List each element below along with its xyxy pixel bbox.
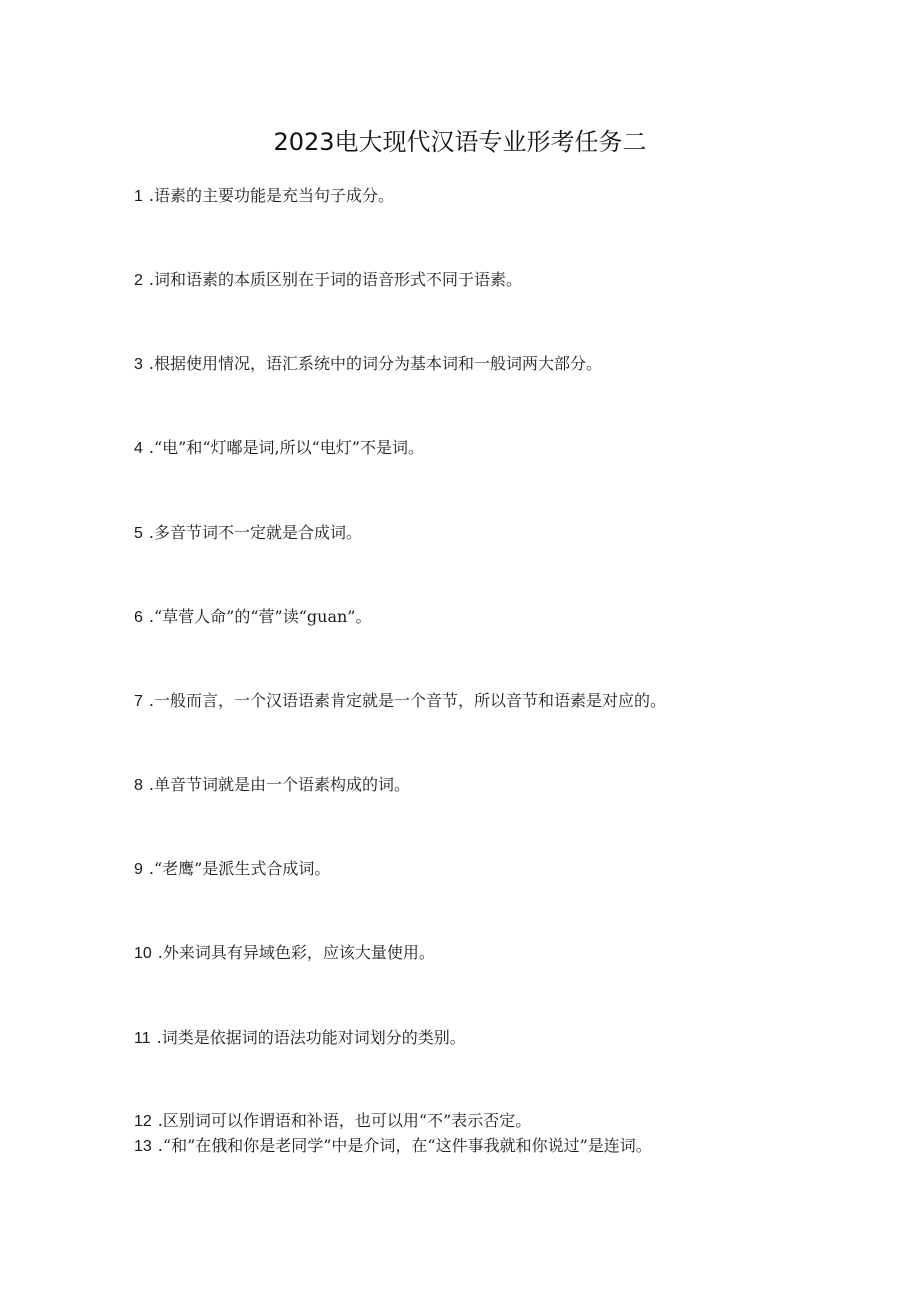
question-text: .多音节词不一定就是合成词。 bbox=[148, 523, 362, 542]
question-number: 2 bbox=[134, 272, 143, 289]
question-text: .单音节词就是由一个语素构成的词。 bbox=[148, 775, 410, 794]
question-item-6 bbox=[134, 605, 764, 630]
question-number: 8 bbox=[134, 777, 143, 794]
question-number: 5 bbox=[134, 525, 143, 542]
question-text: .“草菅人命”的“菅”读“guan”。 bbox=[148, 607, 372, 626]
question-text: .“电”和“灯嘟是词,所以“电灯”不是词。 bbox=[148, 438, 424, 457]
question-number: 7 bbox=[134, 693, 143, 710]
question-text: .词和语素的本质区别在于词的语音形式不同于语素。 bbox=[148, 270, 522, 289]
question-item-7 bbox=[134, 689, 764, 714]
question-item-4 bbox=[134, 436, 764, 461]
question-text: .根据使用情况，语汇系统中的词分为基本词和一般词两大部分。 bbox=[148, 354, 602, 373]
question-item-1 bbox=[134, 184, 764, 209]
question-number: 6 bbox=[134, 609, 143, 626]
question-item-8 bbox=[134, 773, 764, 798]
question-text: .“老鹰”是派生式合成词。 bbox=[148, 859, 331, 878]
question-number: 4 bbox=[134, 440, 143, 457]
question-text: .外来词具有异域色彩，应该大量使用。 bbox=[157, 943, 435, 962]
question-number: 11 bbox=[134, 1030, 151, 1047]
question-text: .一般而言，一个汉语语素肯定就是一个音节，所以音节和语素是对应的。 bbox=[148, 691, 666, 710]
question-item-12 bbox=[134, 1109, 764, 1134]
question-item-11 bbox=[134, 1026, 764, 1051]
question-number: 3 bbox=[134, 356, 143, 373]
question-text: .词类是依据词的语法功能对词划分的类别。 bbox=[156, 1028, 466, 1047]
question-number: 12 bbox=[134, 1113, 152, 1130]
document-title: 2023电大现代汉语专业形考任务二 bbox=[273, 128, 647, 156]
question-item-13 bbox=[134, 1134, 764, 1159]
question-number: 9 bbox=[134, 861, 143, 878]
question-number: 13 bbox=[134, 1138, 152, 1155]
question-item-3 bbox=[134, 352, 764, 377]
question-item-10 bbox=[134, 941, 764, 966]
question-text: .语素的主要功能是充当句子成分。 bbox=[148, 186, 394, 205]
question-item-5 bbox=[134, 521, 764, 546]
question-number: 10 bbox=[134, 945, 152, 962]
question-text: .区别词可以作谓语和补语，也可以用“不”表示否定。 bbox=[157, 1111, 532, 1130]
question-number: 1 bbox=[134, 188, 143, 205]
question-item-9 bbox=[134, 857, 764, 882]
question-text: .“和”在俄和你是老同学”中是介词，在“这件事我就和你说过”是连词。 bbox=[157, 1136, 652, 1155]
question-item-2 bbox=[134, 268, 764, 293]
